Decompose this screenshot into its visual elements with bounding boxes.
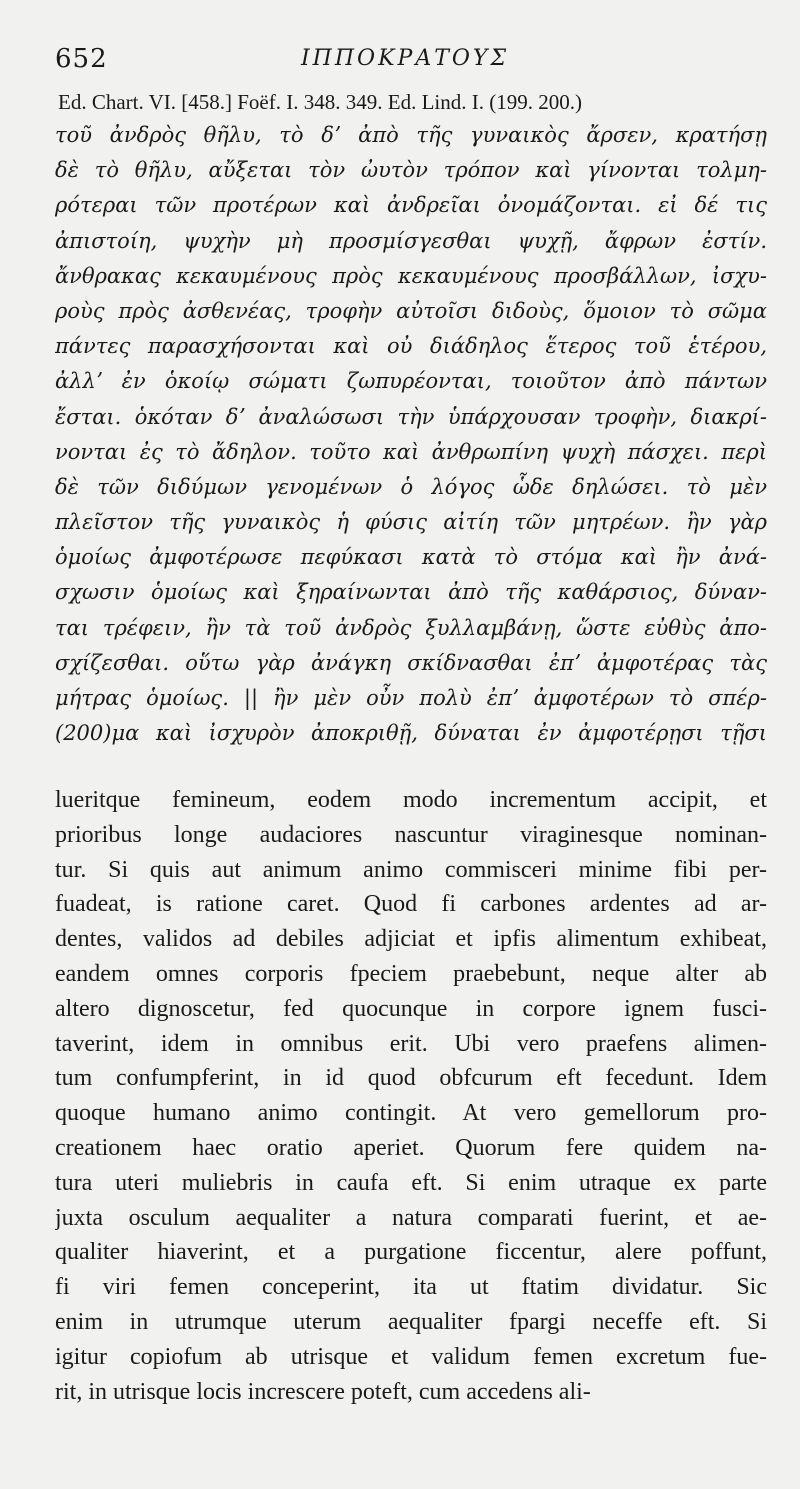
latin-line: igitur copiofum ab utrisque et validum femen excretum fue- (55, 1343, 767, 1370)
latin-line: tur. Si quis aut animum animo commisceri minime fibi per- (55, 856, 767, 883)
running-title: ΙΠΠΟΚΡΑΤΟΥΣ (300, 46, 509, 71)
latin-line: creationem haec oratio aperiet. Quorum fere quidem na- (55, 1134, 767, 1161)
latin-line: eandem omnes corporis fpeciem praebebunt, neque alter ab (55, 960, 767, 987)
greek-line: ται τρέφειν, ἢν τὰ τοῦ ἀνδρὸς ξυλλαμβάνῃ, ὥστε εὐθὺς ἀπο- (55, 615, 767, 640)
greek-line: δὲ τῶν διδύμων γενομένων ὁ λόγος ὧδε δηλώσει. τὸ μὲν (55, 474, 767, 499)
latin-text-block (55, 783, 767, 1409)
greek-line: ροὺς πρὸς ἀσθενέας, τροφὴν αὐτοῖσι διδοὺς, ὅμοιον τὸ σῶμα (55, 298, 767, 323)
greek-line: ρότεραι τῶν προτέρων καὶ ἀνδρεῖαι ὀνομάζονται. εἰ δέ τις (55, 193, 767, 218)
greek-line: νονται ἐς τὸ ἄδηλον. τοῦτο καὶ ἀνθρωπίνη ψυχὴ πάσχει. περὶ (55, 439, 767, 464)
latin-line: rit, in utrisque locis increscere poteft, cum accedens ali- (55, 1378, 591, 1405)
greek-line: ἄνθρακας κεκαυμένους πρὸς κεκαυμένους προσβάλλων, ἰσχυ- (55, 263, 767, 288)
latin-line: enim in utrumque uterum aequaliter fpargi neceffe eft. Si (55, 1308, 767, 1335)
page-header (55, 44, 755, 84)
latin-line: tum confumpferint, in id quod obfcurum eft fecedunt. Idem (55, 1065, 767, 1092)
latin-line: dentes, validos ad debiles adjiciat et ipfis alimentum exhibeat, (55, 926, 767, 953)
latin-line: fuadeat, is ratione caret. Quod fi carbones ardentes ad ar- (55, 891, 767, 918)
greek-line: τοῦ ἀνδρὸς θῆλυ, τὸ δʼ ἀπὸ τῆς γυναικὸς ἄρσεν, κρατήσῃ (55, 123, 767, 147)
greek-line: ἔσται. ὁκόταν δʼ ἀναλώσωσι τὴν ὑπάρχουσαν τροφὴν, διακρί- (55, 404, 767, 429)
greek-line: (200)μα καὶ ἰσχυρὸν ἀποκριθῇ, δύναται ἐν ἀμφοτέρῃσι τῇσι (55, 721, 767, 746)
greek-line: σχωσιν ὁμοίως καὶ ξηραίνωνται ἀπὸ τῆς καθάρσιος, δύναν- (55, 580, 767, 605)
page-number: 652 (55, 44, 108, 74)
latin-line: tura uteri muliebris in caufa eft. Si enim utraque ex parte (55, 1169, 767, 1196)
latin-line: taverint, idem in omnibus erit. Ubi vero praefens alimen- (55, 1030, 767, 1057)
latin-line: juxta osculum aequaliter a natura comparati fuerint, et ae- (55, 1204, 767, 1231)
latin-line: qualiter hiaverint, et a purgatione ficcentur, alere poffunt, (55, 1239, 767, 1266)
greek-line: ἀπιστοίη, ψυχὴν μὴ προσμίσγεσθαι ψυχῇ, ἄφρων ἐστίν. (55, 228, 767, 253)
latin-line: prioribus longe audaciores nascuntur viraginesque nominan- (55, 821, 767, 848)
greek-line: πλεῖστον τῆς γυναικὸς ἡ φύσις αἰτίη τῶν μητρέων. ἢν γὰρ (55, 510, 767, 535)
latin-line: lueritque femineum, eodem modo incrementum accipit, et (55, 787, 767, 813)
greek-line: σχίζεσθαι. οὕτω γὰρ ἀνάγκη σκίδνασθαι ἐπʼ ἀμφοτέρας τὰς (55, 650, 767, 675)
greek-line: πάντες παρασχήσονται καὶ οὐ διάδηλος ἕτερος τοῦ ἑτέρου, (55, 334, 767, 359)
edition-references: Ed. Chart. VI. [458.] Foëf. I. 348. 349. Ed. Lind. I. (199. 200.) (58, 90, 582, 114)
latin-line: fi viri femen conceperint, ita ut ftatim dividatur. Sic (55, 1274, 767, 1301)
greek-line: ὁμοίως ἀμφοτέρωσε πεφύκασι κατὰ τὸ στόμα καὶ ἢν ἀνά- (55, 545, 767, 570)
latin-line: altero dignoscetur, fed quocunque in corpore ignem fusci- (55, 995, 767, 1022)
latin-line: quoque humano animo contingit. At vero gemellorum pro- (55, 1100, 767, 1127)
greek-line: δὲ τὸ θῆλυ, αὔξεται τὸν ὠυτὸν τρόπον καὶ γίνονται τολμη- (55, 158, 767, 183)
greek-text-block (55, 118, 767, 751)
greek-line: ἀλλʼ ἐν ὁκοίῳ σώματι ζωπυρέονται, τοιοῦτον ἀπὸ πάντων (55, 369, 767, 394)
greek-line: μήτρας ὁμοίως. || ἢν μὲν οὖν πολὺ ἐπʼ ἀμφοτέρων τὸ σπέρ- (55, 686, 767, 710)
